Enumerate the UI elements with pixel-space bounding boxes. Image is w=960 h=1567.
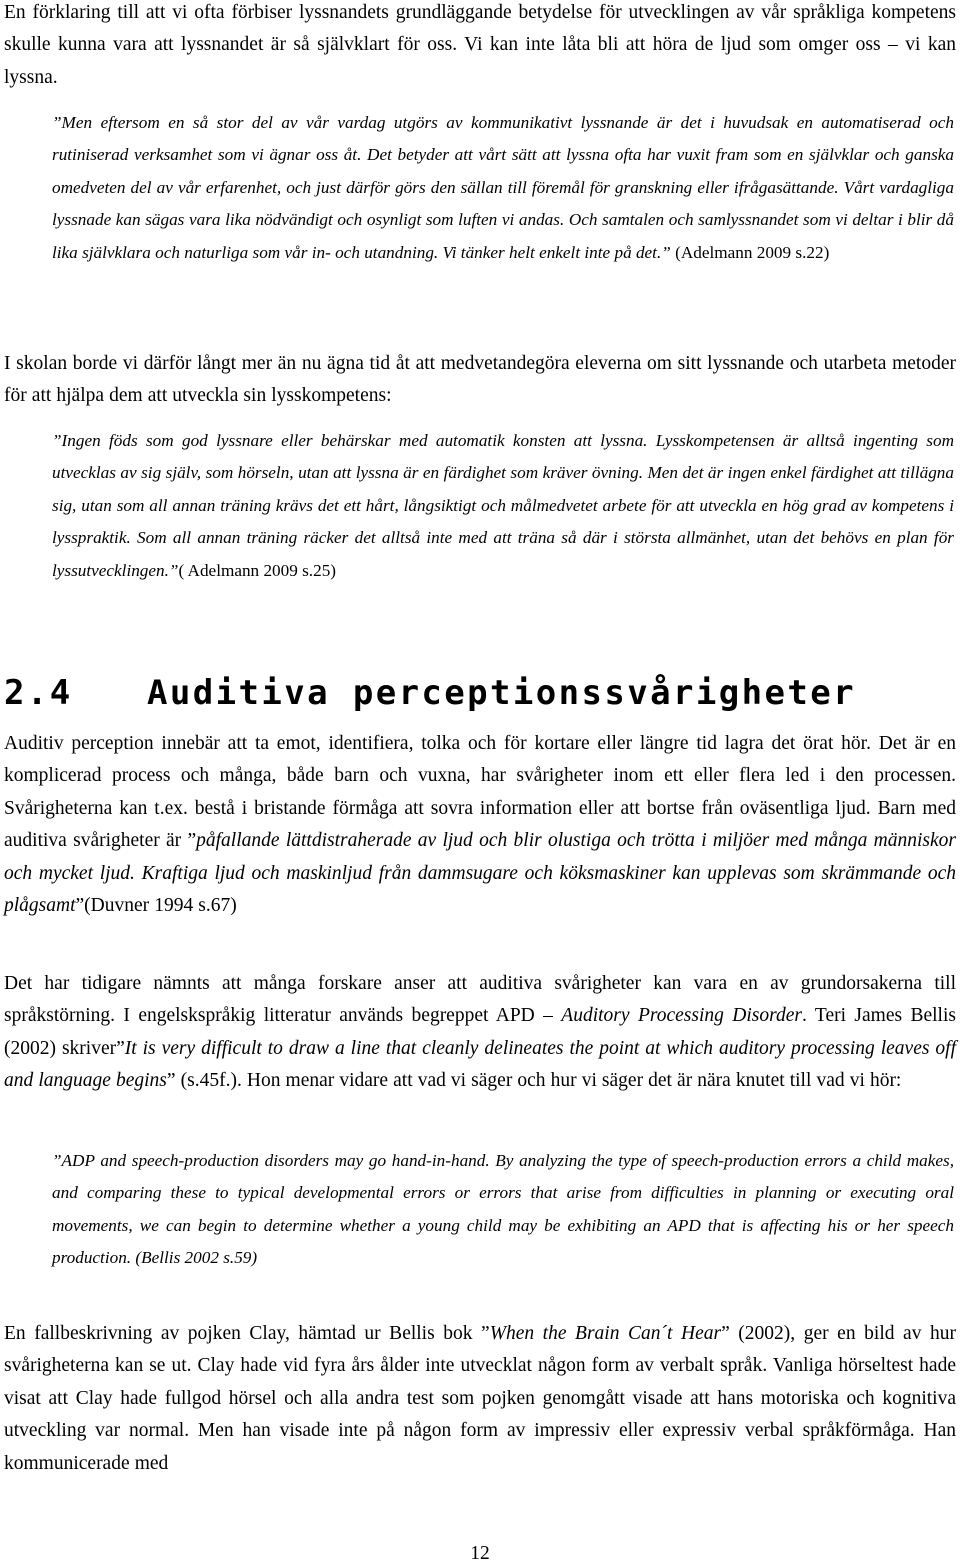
body-paragraph: Auditiv perception innebär att ta emot, identifiera, tolka och för kortare eller längre tid lagra det örat hör. Det är en komplicerad process och många, både barn och vuxna, har svårigheter inom ett eller flera led i den processen. Svårigheterna kan t.ex. bestå i bristande förmåga att sovra information eller att bortse från oväsentliga ljud. Barn med auditiva svårigheter är ”påfallande lättdistraherade av ljud och blir olustiga och trötta i miljöer med många människor och mycket ljud. Kraftiga ljud och maskinljud från dammsugare och köksmaskiner kan upplevas som skrämmande och plågsamt”(Duvner 1994 s.67) <box>4 733 957 917</box>
section-title: Auditiva perceptionssvårigheter <box>147 673 856 713</box>
block-quote-adelmann-1: ”Men eftersom en så stor del av vår vardag utgörs av kommunikativt lyssnande är det i huvudsak en automatiserad och rutiniserad verksamhet som vi ägnar oss åt. Det betyder att vårt sätt att lyssna ofta har vuxit fram som en självklar och ganska omedveten del av vår erfarenhet, och just därför görs den sällan till föremål för granskning eller ifrågasättande. Vårt vardagliga lyssnade kan sägas vara lika nödvändigt och osynligt som luften vi andas. Och samtalen och samlyssnandet som vi deltar i blir då lika självklara och naturliga som vår in- och utandning. Vi tänker helt enkelt inte på det.” (Adelmann 2009 s.22) <box>52 113 954 262</box>
block-quote-adelmann-2: ”Ingen föds som god lyssnare eller behärskar med automatik konsten att lyssna. Lysskompetensen är alltså ingenting som utvecklas av sig själv, som hörseln, utan att lyssna är en färdighet som kräver övning. Men det är ingen enkel färdighet att tillägna sig, utan som all annan träning krävs det ett hårt, långsiktigt och målmedvetet arbete för att utveckla en hög grad av kompetens i lysspraktik. Som all annan träning räcker det alltså inte med att träna så där i största allmänhet, utan det behövs en plan för lyssutvecklingen.”( Adelmann 2009 s.25) <box>52 431 954 580</box>
body-paragraph: En fallbeskrivning av pojken Clay, hämtad ur Bellis bok ”When the Brain Can´t Hear” (2002), ger en bild av hur svårigheterna kan se ut. Clay hade vid fyra års ålder inte utvecklat någon form av verbalt språk. Vanliga hörseltest hade visat att Clay hade fullgod hörsel och alla andra test som pojken genomgått visade att hans motoriska och kognitiva utveckling var normal. Men han visade inte på någon form av impressiv eller expressiv verbal språkförmåga. Han kommunicerade med <box>4 1323 957 1474</box>
page-number: 12 <box>470 1543 490 1564</box>
body-paragraph: Det har tidigare nämnts att många forskare anser att auditiva svårigheter kan vara en av grundorsakerna till språkstörning. I engelskspråkig litteratur används begreppet APD – Auditory Processing Disorder. Teri James Bellis (2002) skriver”It is very difficult to draw a line that cleanly delineates the point at which auditory processing leaves off and language begins” (s.45f.). Hon menar vidare att vad vi säger och hur vi säger det är nära knutet till vad vi hör: <box>4 973 956 1092</box>
body-paragraph: I skolan borde vi därför långt mer än nu ägna tid åt att medvetandegöra eleverna om sitt lyssnande och utarbeta metoder för att hjälpa dem att utveckla sin lysskompetens: <box>4 353 956 407</box>
section-number: 2.4 <box>4 673 73 713</box>
section-heading <box>0 673 960 713</box>
body-paragraph: En förklaring till att vi ofta förbiser lyssnandets grundläggande betydelse för utvecklingen av vår språkliga kompetens skulle kunna vara att lyssnandet är så självklart för oss. Vi kan inte låta bli att höra de ljud som omger oss – vi kan lyssna. <box>4 2 956 88</box>
block-quote-bellis: ”ADP and speech-production disorders may go hand-in-hand. By analyzing the type of speech-production errors a child makes, and comparing these to typical developmental errors or errors that arise from difficulties in planning or executing oral movements, we can begin to determine whether a young child may be exhibiting an APD that is affecting his or her speech production. (Bellis 2002 s.59) <box>52 1151 954 1268</box>
